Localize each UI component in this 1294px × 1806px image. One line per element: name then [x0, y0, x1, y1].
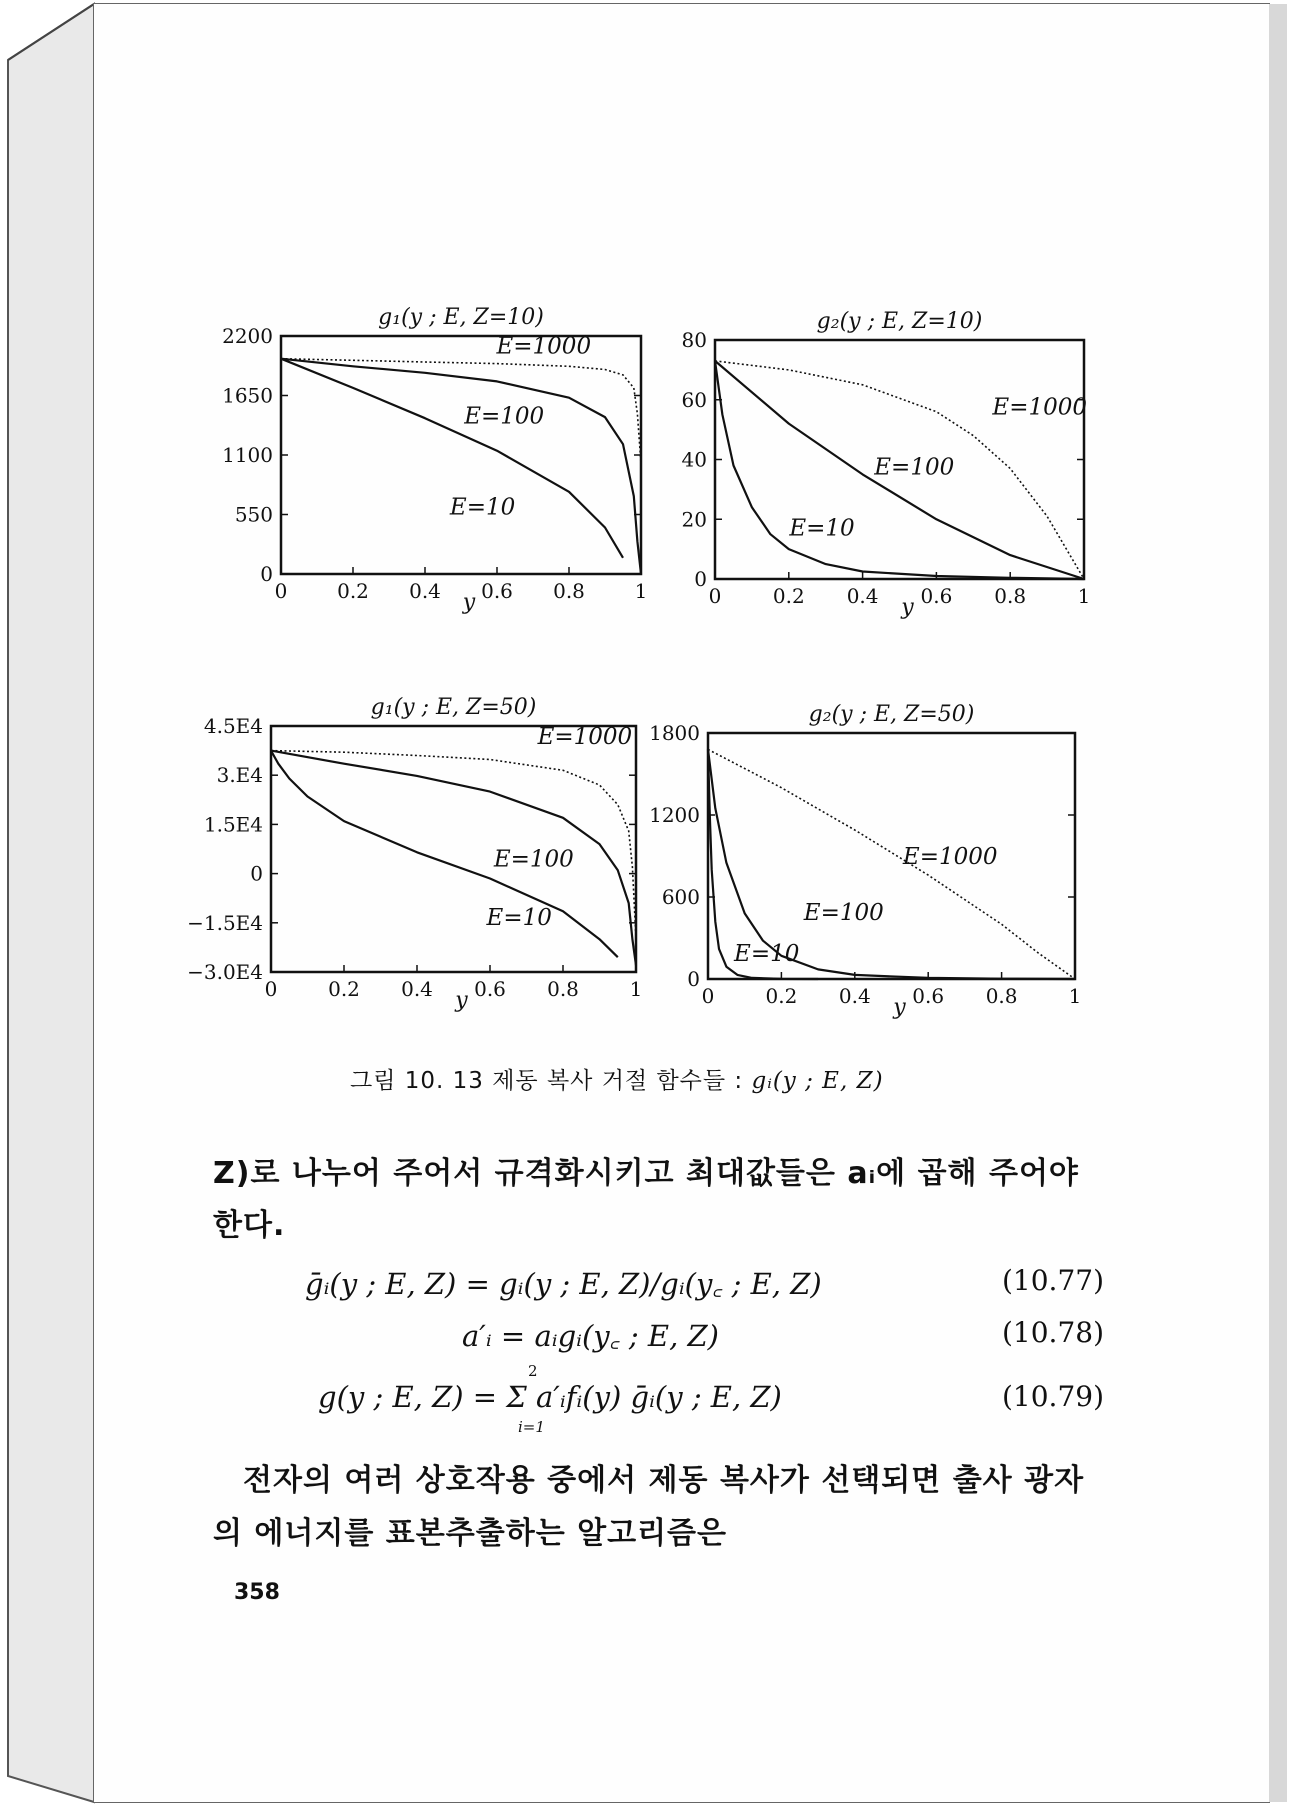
x-tick-label: 0.2 [765, 984, 798, 1008]
x-tick-label: 0.4 [401, 977, 433, 1001]
y-tick-label: 1200 [649, 803, 700, 827]
figure-caption [350, 1062, 884, 1095]
y-tick-label: 550 [234, 502, 273, 527]
x-tick-label: 0.8 [553, 579, 585, 603]
x-tick-label: 0 [708, 584, 722, 608]
series-label: E=10 [449, 494, 516, 521]
equation-number-10-78: (10.78) [1002, 1316, 1105, 1349]
y-tick-label: 4.5E4 [203, 714, 263, 738]
page-number: 358 [234, 1580, 280, 1605]
x-axis-label: y [455, 988, 468, 1013]
y-tick-label: 1100 [222, 443, 273, 467]
equation-10-77: ḡᵢ(y ; E, Z) = gᵢ(y ; E, Z)/gᵢ(y꜀ ; E, Z) [305, 1267, 822, 1301]
series-label: E=100 [464, 403, 545, 430]
caption-prefix: 그림 10. 13 제동 복사 거절 함수들 : [350, 1068, 752, 1094]
x-tick-label: 0.8 [994, 584, 1027, 608]
x-tick-label: 0.2 [337, 579, 369, 603]
y-tick-label: −3.0E4 [187, 960, 263, 984]
paragraph-1-line-2: 한다. [213, 1208, 286, 1243]
y-tick-label: 60 [681, 387, 707, 412]
sum-upper-limit: 2 [528, 1362, 538, 1380]
sum-lower-limit: i=1 [518, 1418, 545, 1436]
y-tick-label: 40 [681, 447, 707, 472]
chart-title: g₁(y ; E, Z=10) [378, 305, 544, 330]
y-tick-label: 0 [260, 562, 273, 586]
x-tick-label: 0.6 [920, 584, 953, 608]
x-tick-label: 0.6 [912, 984, 945, 1008]
y-tick-label: 20 [681, 507, 707, 532]
y-tick-label: 1650 [222, 383, 273, 408]
equation-number-10-79: (10.79) [1002, 1380, 1105, 1413]
x-tick-label: 1 [629, 977, 643, 1001]
x-tick-label: 0.4 [846, 584, 879, 608]
y-tick-label: 3.E4 [216, 763, 263, 788]
chart-title: g₁(y ; E, Z=50) [370, 695, 537, 720]
x-tick-label: 0 [701, 984, 715, 1008]
x-tick-label: 1 [634, 579, 648, 603]
x-axis-label: y [462, 590, 476, 615]
series-label: E=1000 [992, 394, 1088, 421]
y-tick-label: 1.5E4 [203, 812, 263, 837]
series-label: E=10 [486, 905, 552, 932]
x-tick-label: 0 [274, 579, 288, 603]
series-label: E=100 [493, 846, 574, 873]
y-tick-label: 0 [250, 861, 263, 886]
chart-title: g₂(y ; E, Z=50) [808, 702, 975, 727]
y-tick-label: 1800 [649, 721, 700, 745]
chart-title: g₂(y ; E, Z=10) [816, 309, 983, 334]
series-label: E=100 [874, 454, 955, 481]
x-tick-label: 0.6 [481, 579, 513, 603]
x-tick-label: 1 [1077, 584, 1091, 608]
y-tick-label: 600 [661, 885, 700, 909]
series-label: E=10 [789, 515, 855, 542]
series-label: E=1000 [537, 724, 633, 751]
x-axis-label: y [893, 995, 906, 1020]
series-label: E=1000 [496, 333, 592, 360]
series-label: E=100 [803, 900, 884, 927]
equation-10-79: g(y ; E, Z) = Σ a′ᵢfᵢ(y) ḡᵢ(y ; E, Z) [318, 1380, 782, 1414]
y-tick-label: 2200 [222, 324, 273, 348]
y-tick-label: 80 [681, 328, 707, 352]
paragraph-1-line-1: Z)로 나누어 주어서 규격화시키고 최대값들은 aᵢ에 곱해 주어야 [213, 1156, 1079, 1191]
x-tick-label: 0.8 [985, 984, 1018, 1008]
x-tick-label: 0.4 [409, 579, 441, 603]
x-axis-label: y [901, 595, 914, 620]
x-tick-label: 0.6 [474, 977, 506, 1001]
paragraph-2-line-2: 의 에너지를 표본추출하는 알고리즘은 [213, 1516, 728, 1551]
x-tick-label: 0 [264, 977, 278, 1001]
y-tick-label: 0 [694, 567, 707, 591]
y-tick-label: −1.5E4 [187, 910, 263, 935]
equation-number-10-77: (10.77) [1002, 1264, 1105, 1297]
series-label: E=1000 [902, 844, 998, 871]
y-tick-label: 0 [687, 967, 700, 991]
x-tick-label: 0.8 [547, 977, 579, 1001]
x-tick-label: 0.2 [772, 584, 805, 608]
caption-math: gᵢ(y ; E, Z) [751, 1068, 884, 1094]
paragraph-2-line-1: 전자의 여러 상호작용 중에서 제동 복사가 선택되면 출사 광자 [243, 1463, 1085, 1498]
x-tick-label: 1 [1068, 984, 1082, 1008]
x-tick-label: 0.2 [328, 977, 360, 1001]
x-tick-label: 0.4 [838, 984, 871, 1008]
series-label: E=10 [734, 941, 800, 968]
equation-10-78: a′ᵢ = aᵢgᵢ(y꜀ ; E, Z) [462, 1319, 719, 1353]
